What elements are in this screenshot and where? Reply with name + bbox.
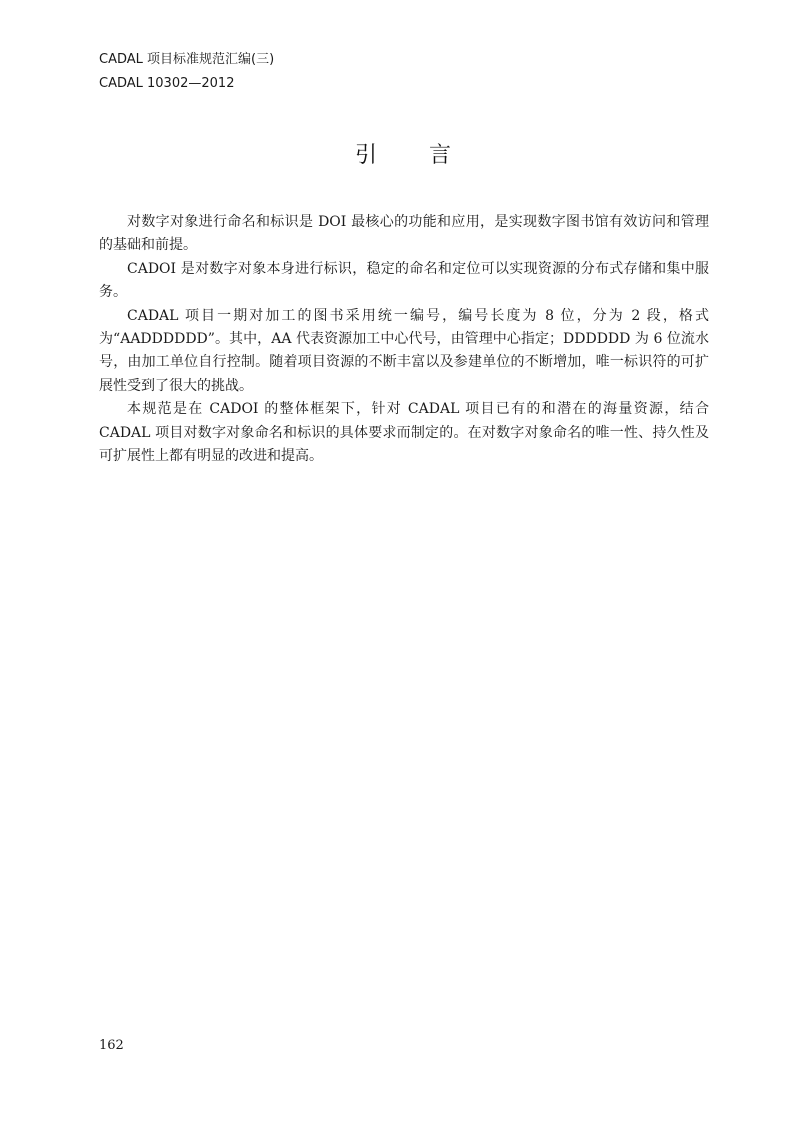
introduction-body (99, 211, 709, 468)
paragraph-4: 本规范是在 CADOI 的整体框架下，针对 CADAL 项目已有的和潜在的海量资源，结合 CADAL 项目对数字对象命名和标识的具体要求而制定的。在对数字对象命名的唯一性、持久性及可扩展性上都有明显的改进和提高。 (99, 401, 709, 465)
paragraph-1: 对数字对象进行命名和标识是 DOI 最核心的功能和应用，是实现数字图书馆有效访问和管理的基础和前提。 (99, 214, 709, 254)
running-header (99, 48, 274, 96)
paragraph-2: CADOI 是对数字对象本身进行标识，稳定的命名和定位可以实现资源的分布式存储和集中服务。 (99, 260, 709, 301)
page-number: 162 (99, 1038, 124, 1053)
series-title: CADAL 项目标准规范汇编(三) (99, 52, 275, 67)
standard-number: CADAL 10302—2012 (99, 76, 235, 91)
page-title: 引言 (354, 143, 503, 168)
paragraph-3: CADAL 项目一期对加工的图书采用统一编号，编号长度为 8 位，分为 2 段，格式为“AADDDDDD”。其中，AA 代表资源加工中心代号，由管理中心指定；DDDDDD 为 6 位流水号，由加工单位自行控制。随着项目资源的不断丰富以及参建单位的不断增加，唯一标识符的可扩展性受到了很大的挑战。 (99, 307, 709, 394)
